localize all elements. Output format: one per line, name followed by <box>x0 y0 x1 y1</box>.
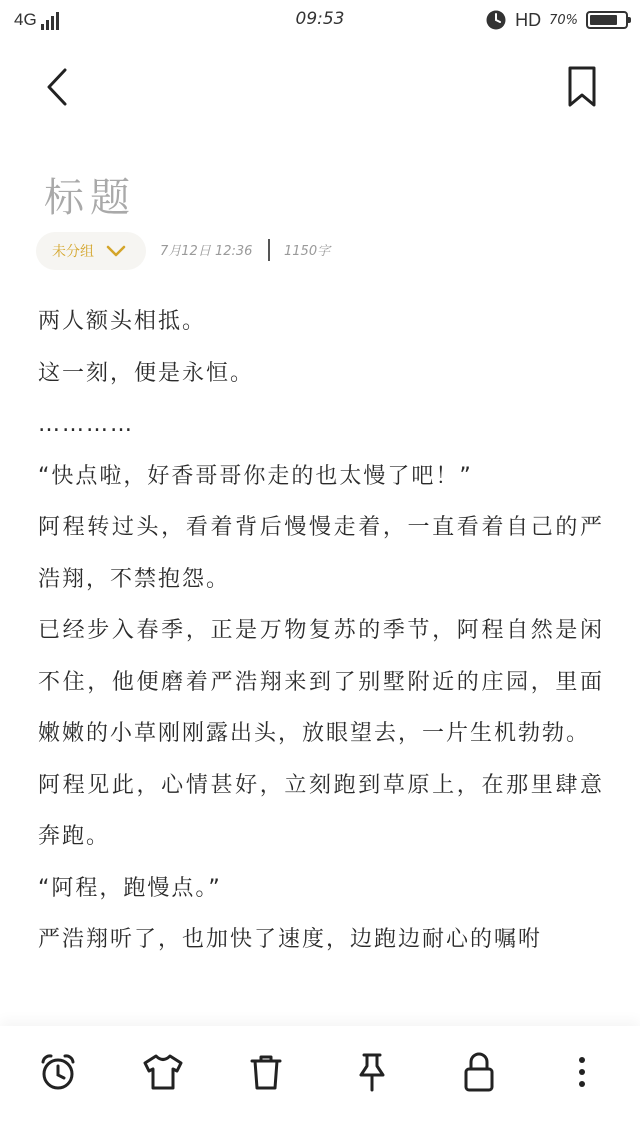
alarm-clock-icon <box>38 1052 78 1092</box>
battery-percent: 70% <box>549 12 578 28</box>
paragraph: ………… <box>38 412 134 437</box>
paragraph: “阿程，跑慢点。” <box>38 875 222 901</box>
network-type: 4G <box>14 10 37 29</box>
bookmark-button[interactable] <box>562 64 602 110</box>
more-vertical-icon <box>572 1052 592 1092</box>
note-title[interactable]: 标题 <box>44 175 136 221</box>
pin-button[interactable] <box>348 1046 396 1098</box>
paragraph: 阿程见此，心情甚好，立刻跑到草原上，在那里肆意奔跑。 <box>38 772 604 849</box>
status-right <box>485 9 628 31</box>
group-label: 未分组 <box>52 244 94 260</box>
status-bar <box>0 0 640 44</box>
back-button[interactable] <box>38 62 78 112</box>
lock-icon <box>459 1050 499 1094</box>
theme-button[interactable] <box>139 1046 187 1098</box>
trash-icon <box>246 1052 286 1092</box>
paragraph: 严浩翔听了，也加快了速度，边跑边耐心的嘱咐 <box>38 927 543 952</box>
hd-indicator: HD <box>515 9 542 30</box>
meta-divider <box>268 239 270 261</box>
paragraph: 两人额头相抵。 <box>38 309 207 334</box>
paragraph: “快点啦，好香哥哥你走的也太慢了吧！” <box>38 463 473 489</box>
note-date: 7月12日 12:36 <box>160 244 253 259</box>
note-body[interactable] <box>38 296 604 1026</box>
word-count: 1150字 <box>284 244 331 259</box>
battery-fill <box>590 15 617 25</box>
paragraph: 这一刻，便是永恒。 <box>38 360 255 386</box>
battery-icon <box>586 11 628 29</box>
chevron-left-icon <box>38 62 78 112</box>
more-button[interactable] <box>558 1046 606 1098</box>
lock-button[interactable] <box>455 1046 503 1098</box>
bookmark-icon <box>562 64 602 110</box>
paragraph: 阿程转过头，看着背后慢慢走着，一直看着自己的严浩翔，不禁抱怨。 <box>38 515 604 592</box>
status-time: 09:53 <box>295 9 345 29</box>
alarm-status-icon <box>485 9 507 31</box>
chevron-down-icon <box>106 245 126 257</box>
pin-icon <box>352 1051 392 1093</box>
group-selector[interactable] <box>36 232 146 270</box>
delete-button[interactable] <box>242 1046 290 1098</box>
t-shirt-icon <box>141 1052 185 1092</box>
paragraph: 已经步入春季，正是万物复苏的季节，阿程自然是闲不住，他便磨着严浩翔来到了别墅附近的庄园，里面嫩嫩的小草刚刚露出头，放眼望去，一片生机勃勃。 <box>38 618 604 746</box>
bottom-toolbar <box>0 1026 640 1138</box>
reminder-button[interactable] <box>34 1046 82 1098</box>
